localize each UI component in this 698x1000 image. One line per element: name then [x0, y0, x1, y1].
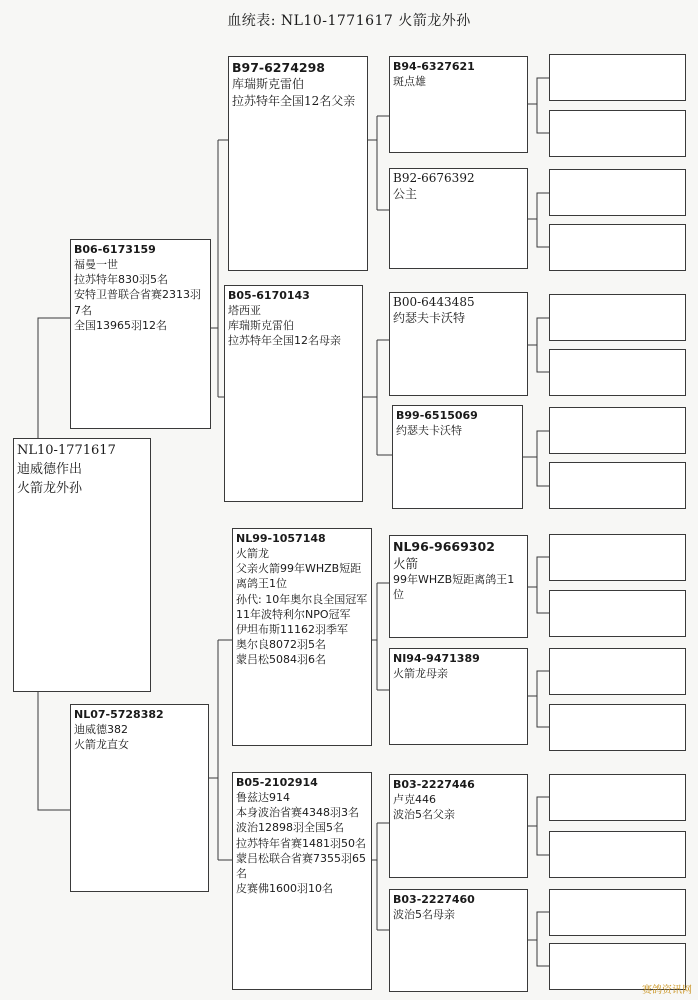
dam-dam-ring: B05-2102914 [236, 776, 318, 789]
subject-ring: NL10-1771617 [17, 443, 116, 458]
empty-ancestor-box [549, 294, 686, 341]
empty-ancestor-box [549, 889, 686, 936]
empty-ancestor-box [549, 648, 686, 695]
sire-line: 安特卫普联合省赛2313羽7名 [74, 288, 201, 317]
great-grandparent-box [389, 889, 528, 992]
dam-dam-line: 鲁兹达914 [236, 791, 290, 804]
great-grandparent-ring: NI94-9471389 [393, 652, 480, 665]
sire-line: 福曼一世 [74, 258, 118, 271]
empty-ancestor-box [549, 462, 686, 509]
subject-box [13, 438, 151, 692]
great-grandparent-line: 公主 [393, 187, 418, 201]
sire-dam-line: 库瑞斯克雷伯 [228, 319, 294, 333]
dam-dam-line: 皮赛佛1600羽10名 [236, 882, 333, 896]
sire-dam-ring: B05-6170143 [228, 289, 310, 302]
sire-dam-line: 塔西亚 [228, 304, 261, 317]
sire-box [70, 239, 211, 429]
empty-ancestor-box [549, 774, 686, 821]
great-grandparent-line: 斑点雄 [393, 75, 426, 88]
great-grandparent-ring: B92-6676392 [393, 171, 475, 185]
dam-dam-line: 波治12898羽全国5名 [236, 821, 344, 835]
empty-ancestor-box [549, 349, 686, 396]
great-grandparent-box [389, 292, 528, 396]
dam-box [70, 704, 209, 892]
subject-line: 火箭龙外孙 [17, 481, 83, 496]
empty-ancestor-box [549, 590, 686, 637]
great-grandparent-line: 约瑟夫卡沃特 [393, 311, 466, 325]
great-grandparent-ring: B03-2227446 [393, 778, 475, 791]
dam-sire-line: 伊坦布斯11162羽季军 [236, 623, 348, 637]
sire-sire-line: 库瑞斯克雷伯 [232, 77, 305, 91]
dam-line: 火箭龙直女 [74, 738, 129, 752]
pedigree-title: 血统表: NL10-1771617 火箭龙外孙 [227, 13, 471, 29]
great-grandparent-line: 卢克446 [393, 793, 436, 806]
great-grandparent-ring: B94-6327621 [393, 60, 475, 73]
empty-ancestor-box [549, 110, 686, 157]
great-grandparent-line: 波治5名父亲 [393, 808, 455, 822]
dam-sire-line: 火箭龙 [236, 547, 269, 560]
great-grandparent-ring: B00-6443485 [393, 295, 475, 309]
dam-dam-line: 本身波治省赛4348羽3名 [236, 806, 359, 820]
great-grandparent-box [392, 405, 523, 509]
dam-sire-line: 奥尔良8072羽5名 [236, 638, 326, 652]
empty-ancestor-box [549, 534, 686, 581]
great-grandparent-line: 火箭龙母亲 [393, 667, 448, 680]
great-grandparent-line: 波治5名母亲 [393, 908, 455, 921]
dam-ring: NL07-5728382 [74, 708, 164, 721]
great-grandparent-line: 约瑟夫卡沃特 [396, 424, 462, 437]
dam-dam-line: 蒙吕松联合省赛7355羽65名 [236, 851, 366, 881]
great-grandparent-ring: B03-2227460 [393, 893, 475, 906]
dam-sire-line: 11年波特利尔NPO冠军 [236, 607, 351, 621]
sire-line: 全国13965羽12名 [74, 318, 167, 332]
great-grandparent-line: 火箭 [393, 556, 419, 571]
empty-ancestor-box [549, 831, 686, 878]
subject-line: 迪威德作出 [17, 462, 83, 477]
great-grandparent-box [389, 774, 528, 878]
empty-ancestor-box [549, 224, 686, 271]
dam-sire-line: 父亲火箭99年WHZB短距离鸽王1位 [236, 562, 362, 591]
great-grandparent-box [389, 56, 528, 153]
great-grandparent-box [389, 535, 528, 638]
sire-dam-line: 拉苏特年全国12名母亲 [228, 334, 341, 348]
dam-dam-box [232, 772, 372, 990]
empty-ancestor-box [549, 407, 686, 454]
sire-line: 拉苏特年830羽5名 [74, 273, 168, 287]
great-grandparent-box [389, 648, 528, 745]
great-grandparent-ring: NL96-9669302 [393, 539, 495, 554]
sire-dam-box [224, 285, 363, 502]
great-grandparent-box [389, 168, 528, 269]
sire-sire-box [228, 56, 368, 271]
sire-ring: B06-6173159 [74, 243, 156, 256]
dam-dam-line: 拉苏特年省赛1481羽50名 [236, 836, 366, 850]
dam-sire-box [232, 528, 372, 746]
sire-sire-ring: B97-6274298 [232, 60, 325, 75]
dam-sire-ring: NL99-1057148 [236, 532, 326, 545]
empty-ancestor-box [549, 54, 686, 101]
great-grandparent-line: 99年WHZB短距离鸽王1位 [393, 573, 515, 602]
dam-line: 迪威德382 [74, 723, 128, 736]
empty-ancestor-box [549, 169, 686, 216]
empty-ancestor-box [549, 704, 686, 751]
site-watermark: 赛鸽资讯网 [642, 985, 692, 996]
great-grandparent-ring: B99-6515069 [396, 409, 478, 422]
sire-sire-line: 拉苏特年全国12名父亲 [232, 94, 356, 108]
dam-sire-line: 蒙吕松5084羽6名 [236, 653, 326, 667]
dam-sire-line: 孙代: 10年奥尔良全国冠军 [236, 592, 368, 606]
